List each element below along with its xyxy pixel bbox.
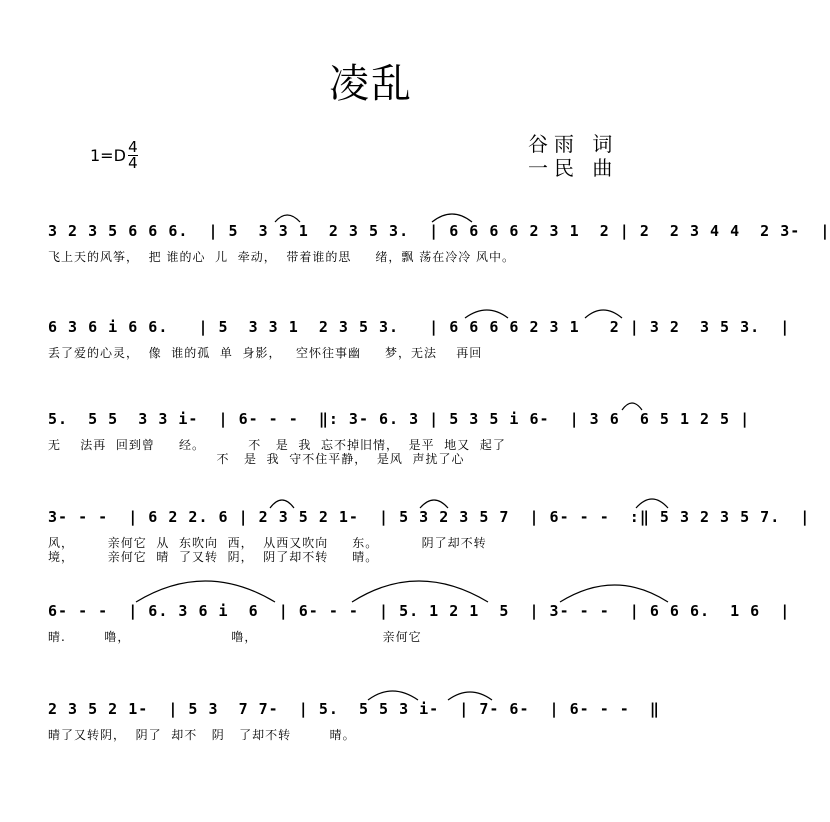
notes-line-4: 3- - - | 6 2 2. 6 | 2 3 5 2 1- | 5 3 2 3 5 7 | 6- - - :‖ 5 3 2 3 5 7. |	[48, 508, 811, 526]
score-line-5	[48, 602, 791, 682]
lyrics-line-2: 丢了爱的心灵， 像 谁的孤 单 身影， 空怀往事幽 梦，无法 再回	[48, 346, 483, 360]
notes-line-6: 2 3 5 2 1- | 5 3 7 7- | 5. 5 5 3 i- | 7- 6- | 6- - - ‖	[48, 700, 660, 718]
notes-line-3: 5. 5 5 3 3 i- | 6- - - ‖: 3- 6. 3 | 5 3 5 i 6- | 3 6 6 5 1 2 5 |	[48, 410, 751, 428]
lyrics-line-1: 飞上天的风筝， 把 谁的心 儿 牵动， 带着谁的思 绪，飘 荡在冷冷 风中。	[48, 250, 516, 264]
score-line-2	[48, 318, 791, 398]
score-line-4	[48, 508, 811, 588]
composer-credit: 一民 曲	[528, 156, 619, 180]
lyrics-line-3b: 不 是 我 守不住平静， 是风 声扰了心	[48, 452, 465, 466]
lyrics-line-4b: 境， 亲何它 晴 了又转 阴， 阴了却不转 晴。	[48, 550, 379, 564]
score-line-3	[48, 410, 751, 490]
lyrics-line-5: 晴. 噜， 噜， 亲何它	[48, 630, 422, 644]
notes-line-5: 6- - - | 6. 3 6 i 6 | 6- - - | 5. 1 2 1 5 | 3- - - | 6 6 6. 1 6 |	[48, 602, 791, 620]
notes-line-1: 3 2 3 5 6 6 6. | 5 3 3 1 2 3 5 3. | 6 6 6 6 2 3 1 2 | 2 2 3 4 4 2 3- |	[48, 222, 830, 240]
lyrics-line-6: 晴了又转阴， 阴了 却不 阴 了却不转 晴。	[48, 728, 356, 742]
time-signature-top: 4	[128, 138, 138, 156]
page-title: 凌乱	[329, 61, 413, 107]
notes-line-2: 6 3 6 i 6 6. | 5 3 3 1 2 3 5 3. | 6 6 6 6 2 3 1 2 | 3 2 3 5 3. |	[48, 318, 791, 336]
score-line-1	[48, 222, 830, 302]
key-signature	[90, 140, 138, 171]
time-signature	[128, 140, 138, 171]
score-line-6	[48, 700, 698, 780]
lyricist-credit: 谷雨 词	[528, 132, 619, 156]
lyrics-line-3a: 无 法再 回到曾 经。 不 是 我 忘不掉旧情， 是平 地又 起了	[48, 438, 506, 452]
lyrics-line-4a: 风， 亲何它 从 东吹向 西， 从西又吹向 东。 阴了却不转	[48, 536, 487, 550]
time-signature-bottom: 4	[128, 154, 138, 172]
key-label: 1=D	[90, 146, 126, 165]
credits	[528, 132, 618, 180]
